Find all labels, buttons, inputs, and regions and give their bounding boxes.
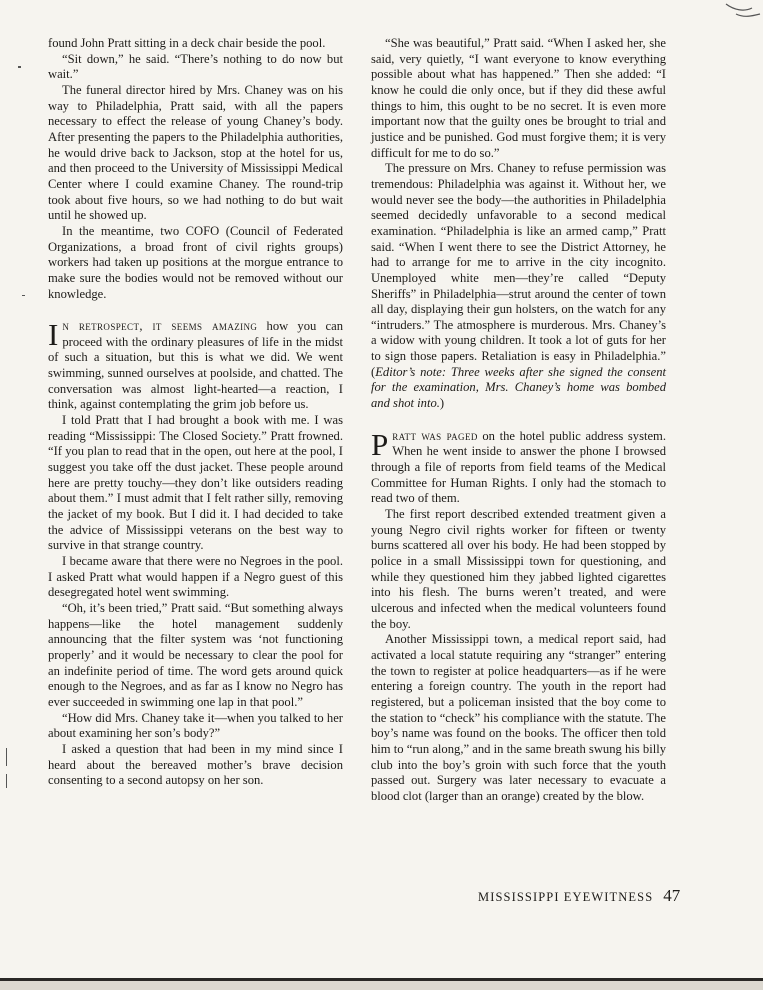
drop-cap: P: [371, 426, 389, 462]
paragraph: The funeral director hired by Mrs. Chaney was on his way to Philadelphia, Pratt said, with all the papers necessary to effect the release of young Chaney’s body. After presenting the papers to the Philadelphia authorities, he would drive back to Jackson, stop at the hotel for us, and then proceed to the University of Mississippi Medical Center where I could examine Chaney. The round-trip took about five hours, so we had nothing to do but wait until he showed up.: [48, 82, 343, 223]
paragraph-body: The pressure on Mrs. Chaney to refuse permission was tremendous: Philadelphia was against it. Without her, we would never see the body—the authorities in Philadelphia seemed decidedly unfavorable to a second medical examination. “Philadelphia is like an armed camp,” Pratt said. “When I went there to see the District Attorney, he had to arrange for me to arrive in the city incognito. Unemployed white men—they’re called “Deputy Sheriffs” in Philadelphia—strut around the center of town all day, displaying their gun holsters, on the watch for any “intruders.” The atmosphere is murderous. Mrs. Chaney’s a widow with young children. It took a lot of guts for her to sign those papers. Retaliation is easy in Philadelphia.” (: [371, 161, 666, 379]
paragraph: I became aware that there were no Negroes in the pool. I asked Pratt what would happen if a Negro guest of this desegregated hotel went swimming.: [48, 554, 343, 600]
paragraph-body: how you can proceed with the ordinary pleasures of life in the midst of such a situation, but this is what we did. We went swimming, sunned ourselves at poolside, and chatted. The conversation was almost light-hearted—a reaction, I think, against contemplating the grim job before us.: [48, 319, 343, 412]
right-column: [371, 36, 666, 805]
corner-pencil-mark-icon: [722, 0, 763, 22]
page-number: 47: [663, 886, 681, 905]
paragraph: I told Pratt that I had brought a book with me. I was reading “Mississippi: The Closed Society.” Pratt frowned. “If you plan to read that in the open, out here at the pool, I suggest you take off the dust jacket. These people around here are pretty touchy—they don’t like outsiders reading about them.” I must admit that I felt rather silly, removing the jacket of my book. But I did it. I had decided to take the advice of Mississippi veterans on the best way to survive in that strange country.: [48, 413, 343, 553]
paragraph: I asked a question that had been in my mind since I heard about the bereaved mother’s brave decision consenting to a second autopsy on her son.: [48, 741, 343, 788]
margin-speck: [6, 774, 7, 788]
paragraph: In the meantime, two COFO (Council of Federated Organizations, a broad front of civil rights groups) workers had taken up positions at the morgue entrance to make sure the bodies would not be removed without our knowledge.: [48, 223, 343, 301]
margin-speck: [6, 748, 7, 766]
section-opening-paragraph: [371, 426, 666, 507]
margin-speck: [18, 66, 21, 68]
paragraph: found John Pratt sitting in a deck chair beside the pool.: [48, 36, 326, 50]
paragraph: “She was beautiful,” Pratt said. “When I asked her, she said, very quietly, “I want everyone to know everything possible about what has happened.” Then she added: “I know he could die only once, but if they did these awful things to him, this ought to be no secret. It is even more important now that the guilty ones be brought to trial and justice and be punished. God must forgive them; it is very difficult for me to do so.”: [371, 36, 666, 160]
left-column: [48, 36, 343, 789]
lead-in-small-caps: n retrospect, it seems amazing: [62, 319, 258, 334]
editors-note: Editor’s note: Three weeks after she signed the consent for the examination, Mrs. Chaney’s home was bombed and shot into.: [371, 364, 666, 411]
paragraph: “Sit down,” he said. “There’s nothing to do now but wait.”: [48, 51, 343, 82]
paragraph: “How did Mrs. Chaney take it—when you talked to her about examining her son’s body?”: [48, 710, 343, 741]
section-opening-paragraph: [48, 319, 343, 413]
page-bottom-edge: [0, 981, 763, 990]
paragraph: “Oh, it’s been tried,” Pratt said. “But something always happens—like the hotel management suddenly announcing that the filter system was ‘not functioning properly’ and it would be necessary to clear the pool for an indefinite period of time. The word gets around quick enough to the Negroes, and as far as I know no Negro has ever succeeded in swimming one lap in that pool.”: [48, 600, 343, 709]
margin-speck: [22, 295, 25, 296]
paragraph: Another Mississippi town, a medical report said, had activated a local statute requiring any “stranger” entering the town to register at police headquarters—as if he were entering a foreign country. The youth in the report had registered, but a policeman insisted that the boy come to the station to “check” his compliance with the statute. The boy’s name was found on the books. The officer then told him to “run along,” and in the same breath swung his billy club into the boy’s groin with such force that the youth passed out. Surgery was later necessary to evacuate a blood clot (larger than an orange) created by the blow.: [371, 632, 666, 803]
running-footer-title: MISSISSIPPI EYEWITNESS: [478, 890, 654, 904]
drop-cap: I: [48, 317, 59, 353]
page-footer: [478, 886, 680, 906]
paragraph: [371, 161, 666, 412]
lead-in-small-caps: ratt was paged: [392, 428, 478, 443]
closing-paren: ): [439, 396, 445, 411]
paragraph: The first report described extended treatment given a young Negro civil rights worker for fifteen or twenty burns scattered all over his body. He had been stopped by police in a small Mississippi town for questioning, and while they questioned him they jabbed lighted cigarettes into his flesh. The burns weren’t treated, and were ulcerous and infected when the medical volunteers found the boy.: [371, 507, 666, 631]
paragraph-body: on the hotel public address system. When he went inside to answer the phone I browsed through a file of reports from field teams of the Medical Committee for Human Rights. I only had the stomach to read two of them.: [371, 428, 666, 506]
